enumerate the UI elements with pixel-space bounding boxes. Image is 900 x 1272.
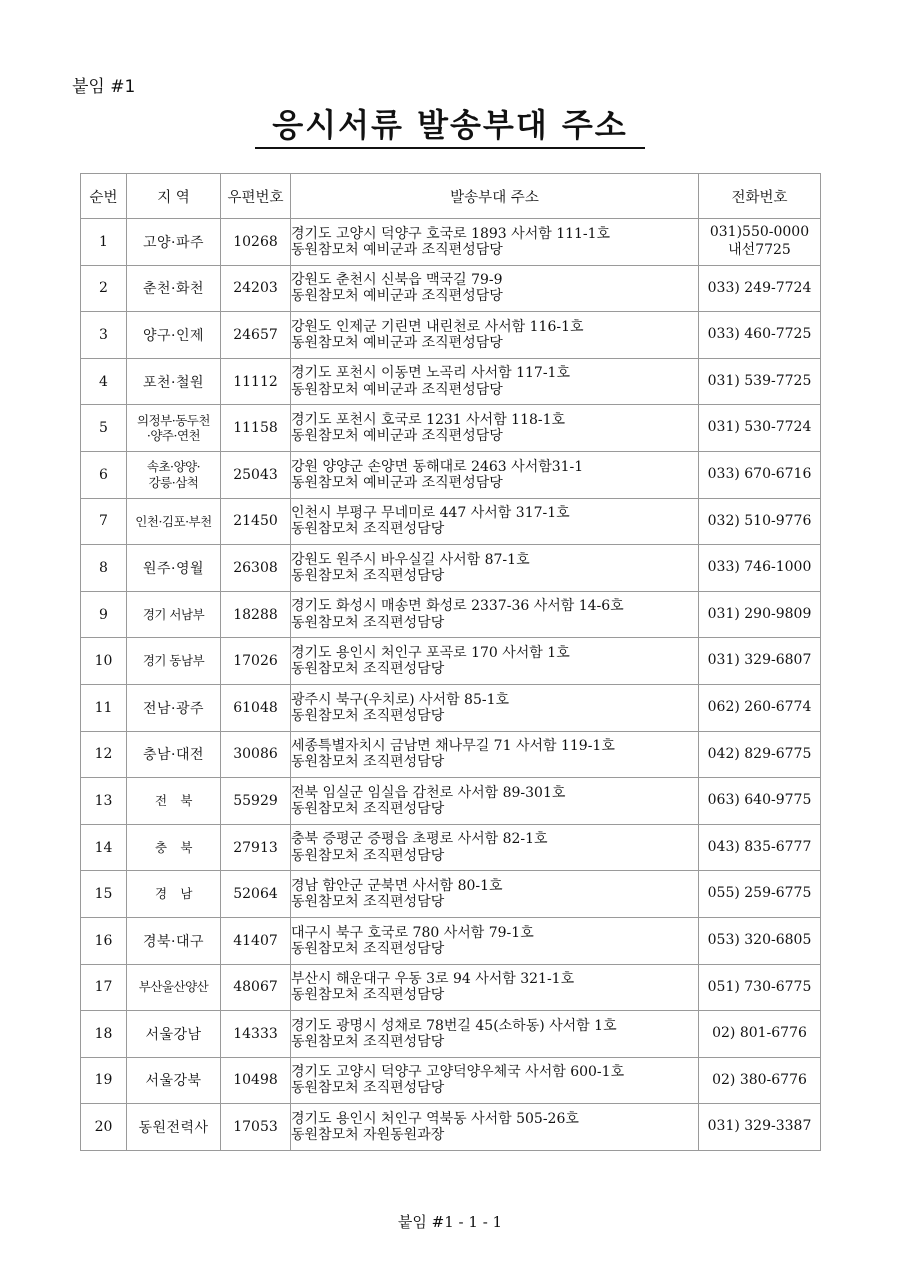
zip-code: 14333 [221,1011,291,1058]
zip-code: 26308 [221,545,291,592]
address-line-1: 경기도 용인시 처인구 포곡로 170 사서함 1호 [291,645,570,662]
region-cell: 인천·김포·부천 [127,498,221,545]
table-row [81,405,821,452]
address-line-2: 동원참모처 예비군과 조직편성담당 [291,288,503,305]
header-phone: 전화번호 [699,174,821,219]
address-line-1: 강원도 춘천시 신북읍 맥국길 79-9 [291,272,503,289]
region-line-2: ·양주·연천 [146,428,201,444]
address-cell [291,405,699,452]
address-table [80,173,821,1151]
row-number: 8 [81,545,127,592]
row-number: 12 [81,731,127,778]
table-row [81,591,821,638]
address-line-2: 동원참모처 예비군과 조직편성담당 [291,334,503,351]
row-number: 10 [81,638,127,685]
address-line-1: 광주시 북구(우치로) 사서함 85-1호 [291,691,510,708]
attachment-label: 붙임 #1 [72,77,136,97]
header-address: 발송부대 주소 [291,174,699,219]
table-row [81,684,821,731]
table-row [81,498,821,545]
header-region: 지 역 [127,174,221,219]
phone-cell: 042) 829-6775 [699,731,821,778]
phone-cell: 033) 670-6716 [699,451,821,498]
row-number: 14 [81,824,127,871]
table-row [81,451,821,498]
header-zip: 우편번호 [221,174,291,219]
phone-cell: 053) 320-6805 [699,917,821,964]
zip-code: 30086 [221,731,291,778]
address-line-1: 전북 임실군 임실읍 감천로 사서함 89-301호 [291,784,566,801]
table-row [81,1104,821,1151]
address-line-1: 세종특별자치시 금남면 채나무길 71 사서함 119-1호 [291,738,615,755]
row-number: 9 [81,591,127,638]
phone-cell: 031) 290-9809 [699,591,821,638]
phone-extension: 내선7725 [728,241,791,258]
row-number: 20 [81,1104,127,1151]
region-cell: 부산울산양산 [127,964,221,1011]
phone-cell: 043) 835-6777 [699,824,821,871]
address-cell [291,731,699,778]
address-line-1: 경기도 고양시 덕양구 호국로 1893 사서함 111-1호 [291,225,611,242]
zip-code: 10268 [221,219,291,266]
zip-code: 55929 [221,778,291,825]
phone-cell: 02) 801-6776 [699,1011,821,1058]
address-line-2: 동원참모처 조직편성담당 [291,1033,445,1050]
table-row [81,1057,821,1104]
address-cell [291,219,699,266]
row-number: 5 [81,405,127,452]
address-line-2: 동원참모처 조직편성담당 [291,567,445,584]
zip-code: 11112 [221,358,291,405]
region-cell: 양구·인제 [127,312,221,359]
address-line-1: 경기도 포천시 호국로 1231 사서함 118-1호 [291,412,566,429]
address-cell [291,917,699,964]
row-number: 19 [81,1057,127,1104]
address-line-1: 대구시 북구 호국로 780 사서함 79-1호 [291,924,534,941]
phone-cell: 02) 380-6776 [699,1057,821,1104]
region-cell: 동원전력사 [127,1104,221,1151]
phone-cell: 063) 640-9775 [699,778,821,825]
address-line-1: 충북 증평군 증평읍 초평로 사서함 82-1호 [291,831,548,848]
table-header-row [81,174,821,219]
region-line-2: 강릉·삼척 [148,474,199,490]
region-cell: 포천·철원 [127,358,221,405]
address-cell [291,1104,699,1151]
address-line-1: 인천시 부평구 무네미로 447 사서함 317-1호 [291,505,570,522]
zip-code: 21450 [221,498,291,545]
address-line-2: 동원참모처 조직편성담당 [291,940,445,957]
address-line-2: 동원참모처 조직편성담당 [291,847,445,864]
phone-cell: 033) 746-1000 [699,545,821,592]
region-cell: 전 북 [127,778,221,825]
address-cell [291,871,699,918]
region-cell: 고양·파주 [127,219,221,266]
address-line-2: 동원참모처 조직편성담당 [291,614,445,631]
address-line-1: 경기도 광명시 성채로 78번길 45(소하동) 사서함 1호 [291,1017,617,1034]
phone-cell: 032) 510-9776 [699,498,821,545]
address-cell [291,638,699,685]
zip-code: 18288 [221,591,291,638]
zip-code: 25043 [221,451,291,498]
row-number: 2 [81,265,127,312]
address-line-2: 동원참모처 자원동원과장 [291,1127,445,1144]
row-number: 6 [81,451,127,498]
page-footer: 붙임 #1 - 1 - 1 [397,1213,503,1231]
table-row [81,265,821,312]
address-cell [291,591,699,638]
address-line-2: 동원참모처 예비군과 조직편성담당 [291,428,503,445]
region-cell: 경기 서남부 [127,591,221,638]
phone-cell: 031) 539-7725 [699,358,821,405]
row-number: 13 [81,778,127,825]
address-cell [291,498,699,545]
address-line-1: 경기도 포천시 이동면 노곡리 사서함 117-1호 [291,365,570,382]
region-cell: 서울강남 [127,1011,221,1058]
address-cell [291,451,699,498]
region-cell: 경기 동남부 [127,638,221,685]
address-cell [291,1011,699,1058]
row-number: 17 [81,964,127,1011]
address-cell [291,1057,699,1104]
address-line-1: 부산시 해운대구 우동 3로 94 사서함 321-1호 [291,971,575,988]
phone-cell: 033) 249-7724 [699,265,821,312]
address-cell [291,358,699,405]
phone-cell: 055) 259-6775 [699,871,821,918]
table-row [81,731,821,778]
table-row [81,778,821,825]
zip-code: 17053 [221,1104,291,1151]
table-row [81,312,821,359]
region-cell [127,405,221,452]
address-cell [291,545,699,592]
address-line-1: 경기도 고양시 덕양구 고양덕양우체국 사서함 600-1호 [291,1064,625,1081]
row-number: 18 [81,1011,127,1058]
zip-code: 52064 [221,871,291,918]
table-row [81,824,821,871]
phone-cell: 031) 329-6807 [699,638,821,685]
region-cell: 충 북 [127,824,221,871]
address-line-1: 강원 양양군 손양면 동해대로 2463 사서함31-1 [291,458,584,475]
address-line-1: 강원도 인제군 기린면 내린천로 사서함 116-1호 [291,318,584,335]
phone-cell: 051) 730-6775 [699,964,821,1011]
table-row [81,219,821,266]
row-number: 3 [81,312,127,359]
row-number: 11 [81,684,127,731]
phone-cell: 031) 530-7724 [699,405,821,452]
region-cell: 서울강북 [127,1057,221,1104]
region-line-1: 의정부·동두천 [137,412,210,428]
address-cell [291,265,699,312]
region-cell: 전남·광주 [127,684,221,731]
zip-code: 24657 [221,312,291,359]
region-cell: 춘천·화천 [127,265,221,312]
table-row [81,1011,821,1058]
zip-code: 48067 [221,964,291,1011]
address-line-1: 강원도 원주시 바우실길 사서함 87-1호 [291,551,530,568]
row-number: 7 [81,498,127,545]
zip-code: 11158 [221,405,291,452]
region-cell: 원주·영월 [127,545,221,592]
table-row [81,964,821,1011]
zip-code: 61048 [221,684,291,731]
address-cell [291,312,699,359]
phone-cell: 062) 260-6774 [699,684,821,731]
address-line-1: 경기도 용인시 처인구 역북동 사서함 505-26호 [291,1110,579,1127]
zip-code: 41407 [221,917,291,964]
page-title: 응시서류 발송부대 주소 [272,106,628,144]
zip-code: 24203 [221,265,291,312]
address-line-2: 동원참모처 예비군과 조직편성담당 [291,241,503,258]
row-number: 1 [81,219,127,266]
address-line-2: 동원참모처 조직편성담당 [291,707,445,724]
address-line-1: 경남 함안군 군북면 사서함 80-1호 [291,878,503,895]
title-underline [255,147,645,149]
address-cell [291,684,699,731]
address-line-2: 동원참모처 조직편성담당 [291,661,445,678]
table-row [81,358,821,405]
table-row [81,871,821,918]
region-cell: 경 남 [127,871,221,918]
phone-cell [699,219,821,266]
region-cell: 충남·대전 [127,731,221,778]
address-line-2: 동원참모처 조직편성담당 [291,987,445,1004]
region-cell: 경북·대구 [127,917,221,964]
address-line-2: 동원참모처 조직편성담당 [291,521,445,538]
address-line-2: 동원참모처 조직편성담당 [291,1080,445,1097]
address-line-2: 동원참모처 예비군과 조직편성담당 [291,381,503,398]
row-number: 4 [81,358,127,405]
phone-cell: 033) 460-7725 [699,312,821,359]
zip-code: 17026 [221,638,291,685]
address-line-2: 동원참모처 조직편성담당 [291,800,445,817]
row-number: 15 [81,871,127,918]
zip-code: 10498 [221,1057,291,1104]
zip-code: 27913 [221,824,291,871]
address-line-2: 동원참모처 조직편성담당 [291,894,445,911]
table-row [81,917,821,964]
phone-cell: 031) 329-3387 [699,1104,821,1151]
address-line-2: 동원참모처 조직편성담당 [291,754,445,771]
row-number: 16 [81,917,127,964]
address-cell [291,824,699,871]
address-line-2: 동원참모처 예비군과 조직편성담당 [291,474,503,491]
address-cell [291,964,699,1011]
table-row [81,545,821,592]
phone-number: 031)550-0000 [709,224,810,241]
region-line-1: 속초·양양· [146,459,201,475]
header-no: 순번 [81,174,127,219]
address-cell [291,778,699,825]
table-row [81,638,821,685]
address-line-1: 경기도 화성시 매송면 화성로 2337-36 사서함 14-6호 [291,598,624,615]
region-cell [127,451,221,498]
